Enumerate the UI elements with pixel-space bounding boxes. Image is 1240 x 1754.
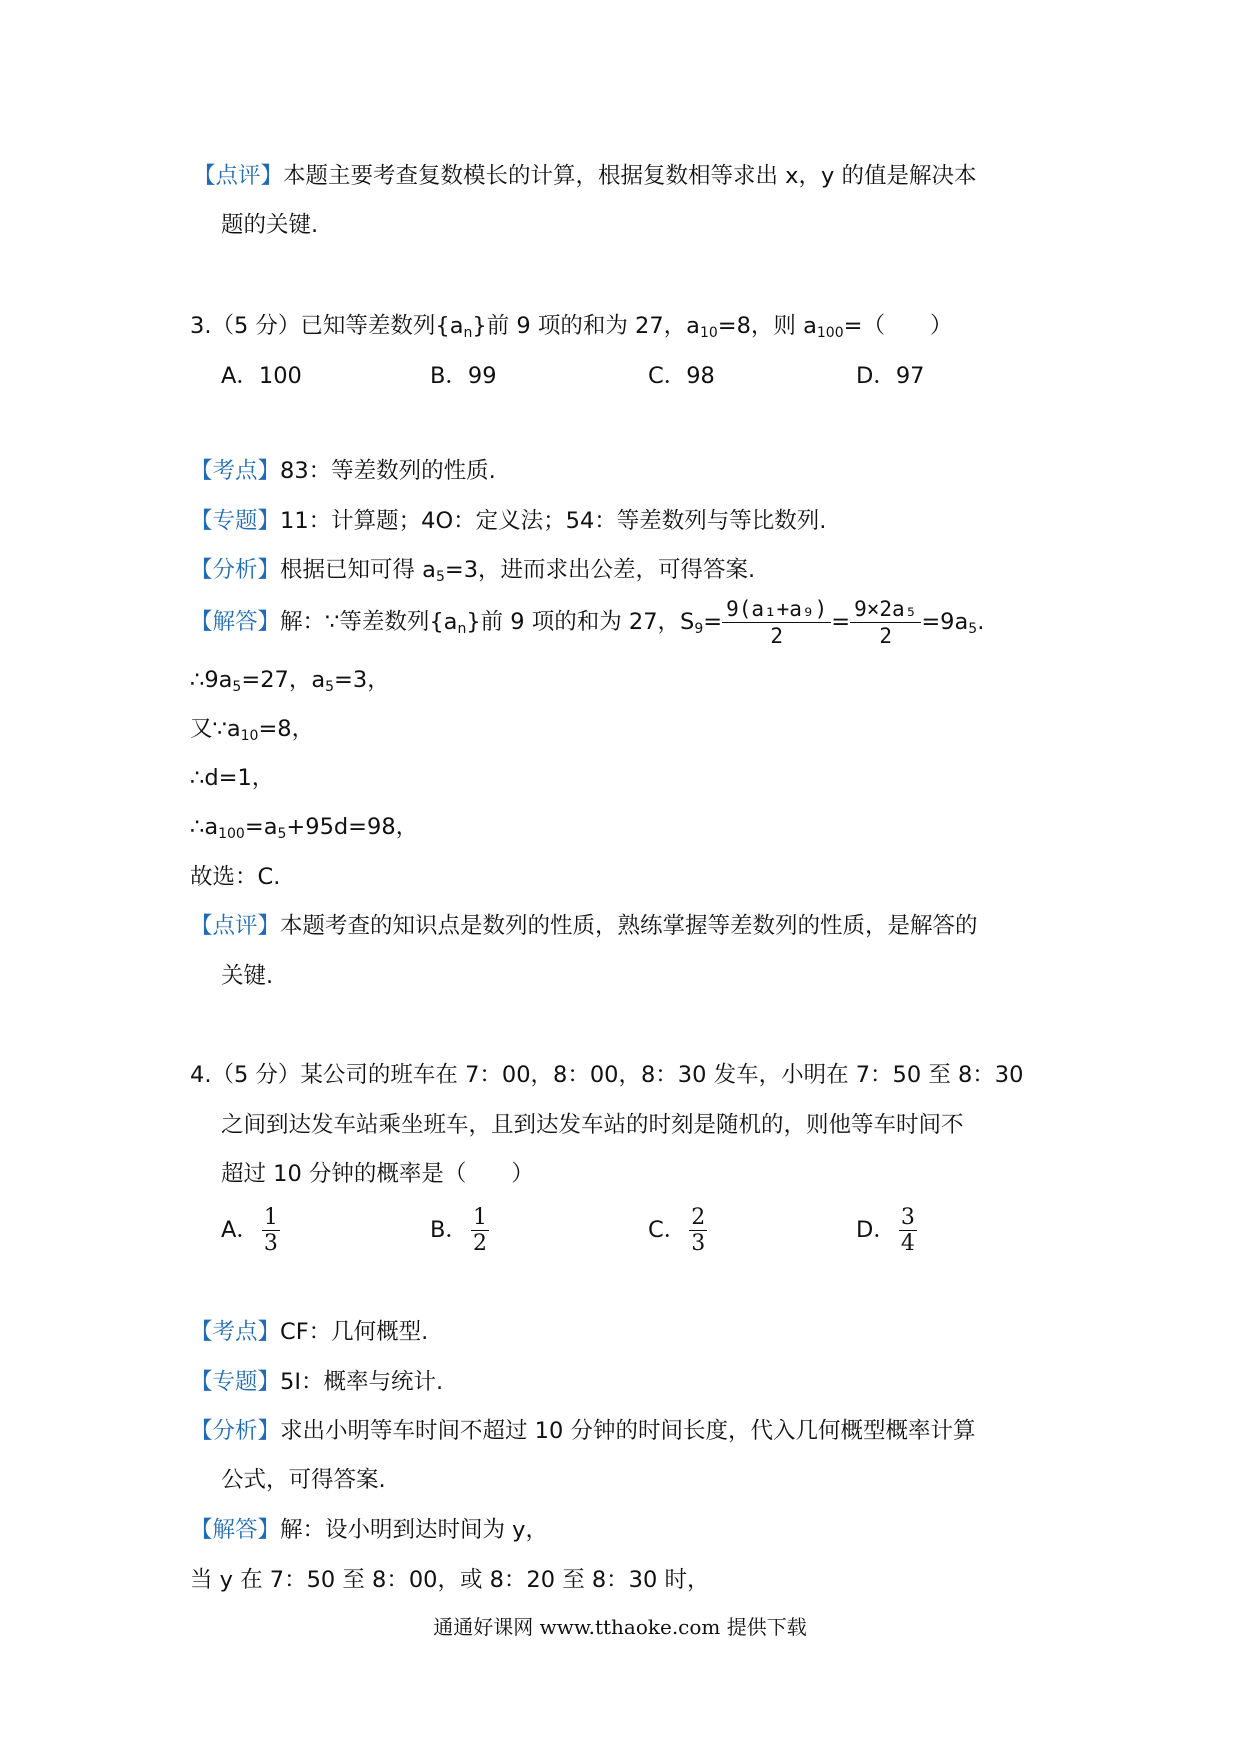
fraction-middle-term: $\frac{\text{9×2a₅}}{2}$ — [850, 596, 921, 649]
q4-fenxi-2: 公式，可得答案. — [221, 1467, 386, 1493]
q3-kaodian: 【考点】83：等差数列的性质. — [190, 458, 496, 484]
comment-tag: 【点评】 — [193, 163, 284, 189]
fraction: $\frac{1}{3}$ — [263, 1205, 278, 1256]
q3-step-1: $\therefore 9a_5=27$，$a_5=3$， — [190, 667, 390, 695]
q4-option-b: B． $\frac{1}{2}$ — [430, 1205, 487, 1256]
comment-text: 本题主要考查复数模长的计算，根据复数相等求出 x，y 的值是解决本 — [283, 163, 977, 189]
q3-stem: 3.（5 分）已知等差数列$\{a_n\}$前 9 项的和为 27，$a_{10}=8$，则 $a_{100}=$（ ） — [190, 313, 953, 341]
q4-option-c: C． $\frac{2}{3}$ — [648, 1205, 706, 1256]
q3-step-4: $\therefore a_{100}=a_5+95d=98$， — [190, 814, 419, 842]
q3-option-c: C．98 — [648, 363, 715, 389]
q4-kaodian: 【考点】CF：几何概型. — [190, 1319, 429, 1345]
fraction: $\frac{1}{2}$ — [472, 1205, 487, 1256]
fraction: $\frac{2}{3}$ — [691, 1205, 706, 1256]
page-footer: 通通好课网 www.tthaoke.com 提供下载 — [433, 1615, 807, 1639]
comment-line-1 — [193, 161, 976, 191]
q4-jieda: 【解答】解：设小明到达时间为 y， — [190, 1517, 548, 1543]
q3-dianping-2: 关键. — [221, 963, 274, 989]
q3-dianping-1: 【点评】本题考查的知识点是数列的性质，熟练掌握等差数列的性质，是解答的 — [190, 913, 978, 939]
q3-choice: 故选：C. — [190, 864, 281, 890]
q3-option-b: B．99 — [430, 363, 497, 389]
q4-zhuanti: 【专题】5I：概率与统计. — [190, 1369, 444, 1395]
q4-option-a: A． $\frac{1}{3}$ — [221, 1205, 278, 1256]
q3-fenxi: 【分析】根据已知可得 $a_5=3$，进而求出公差，可得答案. — [190, 557, 756, 585]
fraction: $\frac{3}{4}$ — [900, 1205, 915, 1256]
q4-stem-2: 之间到达发车站乘坐班车，且到达发车站的时刻是随机的，则他等车时间不 — [221, 1112, 964, 1138]
q4-stem-3: 超过 10 分钟的概率是（ ） — [221, 1161, 534, 1187]
comment-line-2: 题的关键. — [221, 212, 319, 238]
q3-zhuanti: 【专题】11：计算题；4O：定义法；54：等差数列与等比数列. — [190, 508, 827, 534]
q4-fenxi-1: 【分析】求出小明等车时间不超过 10 分钟的时间长度，代入几何概型概率计算 — [190, 1418, 976, 1444]
fraction-sum-formula: $\frac{\text{9(a₁+a₉)}}{2}$ — [722, 596, 831, 649]
q3-jieda: 【解答】解：∵等差数列$\{a_n\}$前 9 项的和为 27，$S_9=$ $\frac{\text{9(a₁+a₉)}}{2}$ = $\frac{\text{9×2a₅}}{2}$ $=9a_5$. — [190, 597, 985, 648]
q4-step-1: 当 y 在 7：50 至 8：00，或 8：20 至 8：30 时， — [190, 1567, 710, 1593]
q3-option-a: A．100 — [221, 363, 302, 389]
q4-stem-1: 4.（5 分）某公司的班车在 7：00，8：00，8：30 发车，小明在 7：50 至 8：30 — [190, 1062, 1024, 1088]
q3-step-2: 又$\because a_{10}=8$， — [190, 716, 315, 744]
q4-option-d: D． $\frac{3}{4}$ — [856, 1205, 915, 1256]
q3-step-3: ∴d=1， — [190, 765, 275, 791]
q3-option-d: D．97 — [856, 363, 925, 389]
